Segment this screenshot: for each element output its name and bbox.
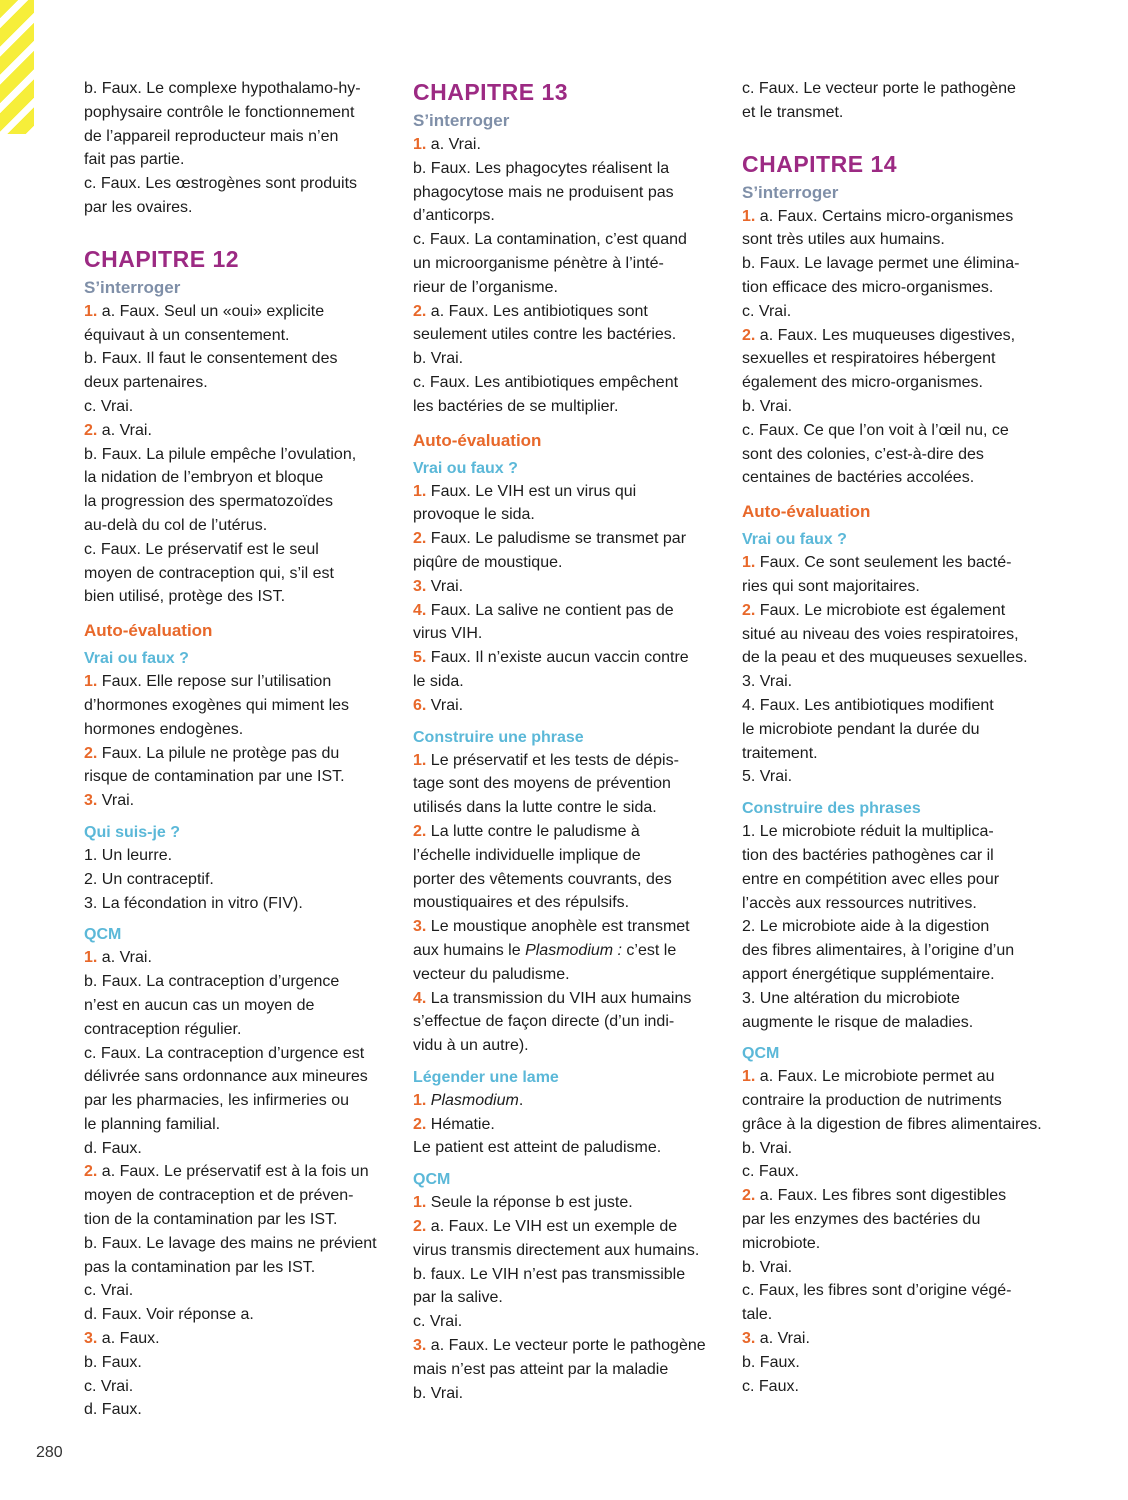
answer-line: porter des vêtements couvrants, des xyxy=(413,870,672,888)
answer-number: 2. xyxy=(742,601,756,619)
vrai-ou-faux-answers xyxy=(84,670,394,813)
text-line: 2. Un contraceptif. xyxy=(84,870,214,888)
answer-number: 2. xyxy=(413,302,427,320)
answer-line: tion de la contamination par les IST. xyxy=(84,1211,338,1229)
answer-line: hormones endogènes. xyxy=(84,720,244,738)
text-line: c. Faux. Le vecteur porte le pathogène xyxy=(742,80,1016,97)
answer-line: aux humains le Plasmodium : c’est le xyxy=(413,941,677,959)
auto-evaluation-heading: Auto-évaluation xyxy=(84,621,213,641)
answer-number: 2. xyxy=(413,1218,427,1236)
answer-line: 1. a. Vrai. xyxy=(84,949,152,967)
answer-number: 1. xyxy=(742,207,756,225)
answer-line: b. Faux. xyxy=(742,1353,800,1371)
answer-line: seulement utiles contre les bactéries. xyxy=(413,326,677,344)
text-line: tion des bactéries pathogènes car il xyxy=(742,846,994,864)
answer-number: 1. xyxy=(413,136,427,153)
answer-line: le planning familial. xyxy=(84,1115,221,1133)
answer-line: c. Vrai. xyxy=(84,397,134,415)
construire-une-phrase-heading: Construire une phrase xyxy=(413,728,584,746)
answer-line: au-delà du col de l’utérus. xyxy=(84,516,268,534)
text-line: entre en compétition avec elles pour xyxy=(742,870,1000,888)
answer-line: pas la contamination par les IST. xyxy=(84,1258,316,1276)
answer-line: délivrée sans ordonnance aux mineures xyxy=(84,1068,368,1086)
answer-line: 2. Faux. La pilule ne protège pas du xyxy=(84,744,340,762)
answer-line: 2. a. Faux. Le préservatif est à la fois un xyxy=(84,1163,369,1181)
answer-line: 1. Faux. Ce sont seulement les bacté- xyxy=(742,554,1012,572)
answer-number: 1. xyxy=(742,1068,756,1086)
answer-number: 1. xyxy=(413,751,427,769)
answer-line: b. Faux. Le lavage permet une élimina- xyxy=(742,255,1020,273)
answer-line: 1. Seule la réponse b est juste. xyxy=(413,1194,633,1212)
answer-line: 2. Hématie. xyxy=(413,1115,495,1133)
answer-line: 1. Faux. Elle repose sur l’utilisation xyxy=(84,673,332,691)
answer-number: 3. xyxy=(84,1330,98,1348)
text-line: de l’appareil reproducteur mais n’en xyxy=(84,127,339,145)
answer-number: 2. xyxy=(413,822,427,840)
answer-line: tale. xyxy=(742,1306,773,1324)
text-line: l’accès aux ressources nutritives. xyxy=(742,894,977,912)
answer-line: moustiquaires et des répulsifs. xyxy=(413,894,630,912)
text-line: c. Faux. Les œstrogènes sont produits xyxy=(84,175,358,193)
auto-evaluation-heading: Auto-évaluation xyxy=(413,430,542,450)
text-line: b. Faux. Le complexe hypothalamo-hy- xyxy=(84,80,361,97)
intro-text xyxy=(742,77,1054,125)
answer-line: provoque le sida. xyxy=(413,506,535,524)
italic-term: Plasmodium : xyxy=(525,941,622,959)
answer-line: c. Faux. xyxy=(742,1163,799,1181)
answer-line: virus transmis directement aux humains. xyxy=(413,1241,700,1259)
qcm-answers xyxy=(413,1191,725,1405)
answer-line: mais n’est pas atteint par la maladie xyxy=(413,1360,669,1378)
answer-line: 2. Faux. Le microbiote est également xyxy=(742,601,1006,619)
answer-line: b. Faux. La pilule empêche l’ovulation, xyxy=(84,445,357,463)
answer-line: s’effectue de façon directe (d’un indi- xyxy=(413,1013,675,1031)
answer-number: 2. xyxy=(84,744,98,762)
answer-line: grâce à la digestion de fibres alimentaires. xyxy=(742,1115,1042,1133)
answer-line: c. Faux. xyxy=(742,1377,799,1395)
answer-line: c. Vrai. xyxy=(413,1313,463,1331)
qui-suis-je-answers xyxy=(84,844,394,915)
answer-line: phagocytose mais ne produisent pas xyxy=(413,183,674,201)
answer-number: 1. xyxy=(413,1091,427,1109)
answer-number: 1. xyxy=(413,1194,427,1212)
column-3 xyxy=(742,77,1054,1398)
construire-une-phrase-answers xyxy=(413,749,725,1058)
answer-line: 3. Vrai. xyxy=(84,792,135,810)
vrai-ou-faux-answers xyxy=(742,551,1054,789)
answer-line: moyen de contraception qui, s’il est xyxy=(84,564,334,582)
answer-line: 2. a. Faux. Les fibres sont digestibles xyxy=(742,1187,1007,1205)
answer-line: les bactéries de se multiplier. xyxy=(413,397,619,415)
sinterroger-answers xyxy=(413,133,725,419)
answer-line: vecteur du paludisme. xyxy=(413,965,570,983)
construire-des-phrases-heading: Construire des phrases xyxy=(742,800,921,818)
chapter-13-title: CHAPITRE 13 xyxy=(413,79,569,105)
text-line: augmente le risque de maladies. xyxy=(742,1013,974,1031)
answer-line: 1. a. Vrai. xyxy=(413,136,481,153)
answer-line: b. Faux. Il faut le consentement des xyxy=(84,350,338,368)
answer-number: 3. xyxy=(413,577,427,595)
chapter-14-title: CHAPITRE 14 xyxy=(742,150,898,177)
answer-line: d. Faux. Voir réponse a. xyxy=(84,1306,254,1324)
page-number: 280 xyxy=(36,1444,63,1461)
answer-line: c. Vrai. xyxy=(84,1377,134,1395)
answer-line: la nidation de l’embryon et bloque xyxy=(84,469,324,487)
answer-line: bien utilisé, protège des IST. xyxy=(84,588,286,606)
answer-line: ries qui sont majoritaires. xyxy=(742,577,920,595)
qcm-heading: QCM xyxy=(742,1045,780,1063)
text-line: 1. Un leurre. xyxy=(84,846,173,864)
answer-line: de la peau et des muqueuses sexuelles. xyxy=(742,649,1028,667)
answer-line: l’échelle individuelle implique de xyxy=(413,846,641,864)
answer-line: b. Vrai. xyxy=(742,1139,793,1157)
answer-number: 5. xyxy=(413,649,427,667)
answer-line: 1. a. Faux. Seul un «oui» explicite xyxy=(84,302,325,320)
answer-number: 1. xyxy=(84,673,98,691)
answer-line: vidu à un autre). xyxy=(413,1037,529,1055)
answer-line: 1. a. Faux. Certains micro-organismes xyxy=(742,207,1014,225)
answer-number: 1. xyxy=(84,302,98,320)
text-line: fait pas partie. xyxy=(84,151,185,169)
intro-text xyxy=(84,77,394,220)
answer-line: 3. a. Vrai. xyxy=(742,1330,810,1348)
italic-term: Plasmodium xyxy=(430,1091,519,1109)
answer-line: 5. Vrai. xyxy=(742,768,793,786)
answer-line: 6. Vrai. xyxy=(413,696,464,714)
answer-number: 3. xyxy=(742,1330,756,1348)
construire-des-phrases-answers xyxy=(742,820,1054,1034)
answer-number: 2. xyxy=(742,1187,756,1205)
answer-line: c. Faux. La contraception d’urgence est xyxy=(84,1044,365,1062)
answer-line: par la salive. xyxy=(413,1289,503,1307)
answer-number: 2. xyxy=(413,1115,427,1133)
text-line: pophysaire contrôle le fonctionnement xyxy=(84,103,355,121)
qcm-heading: QCM xyxy=(413,1171,451,1189)
answer-line: utilisés dans la lutte contre le sida. xyxy=(413,799,657,817)
answer-line: sexuelles et respiratoires hébergent xyxy=(742,350,996,368)
answer-line: par les enzymes des bactéries du xyxy=(742,1211,981,1229)
answer-line: 2. Faux. Le paludisme se transmet par xyxy=(413,530,687,548)
answer-number: 2. xyxy=(742,326,756,344)
answer-line: d. Faux. xyxy=(84,1139,142,1157)
vrai-ou-faux-heading: Vrai ou faux ? xyxy=(413,459,518,477)
answer-line: c. Vrai. xyxy=(742,302,792,320)
answer-line: deux partenaires. xyxy=(84,374,208,392)
answer-line: d’anticorps. xyxy=(413,207,495,225)
answer-line: risque de contamination par une IST. xyxy=(84,768,345,786)
answer-line: 3. Le moustique anophèle est transmet xyxy=(413,918,690,936)
answer-line: équivaut à un consentement. xyxy=(84,326,290,344)
vrai-ou-faux-heading: Vrai ou faux ? xyxy=(742,531,847,549)
answer-line: par les pharmacies, les infirmeries ou xyxy=(84,1092,349,1110)
answer-line: 3. Vrai. xyxy=(742,673,793,691)
answer-line: piqûre de moustique. xyxy=(413,553,563,571)
answer-number: 3. xyxy=(84,792,98,810)
answer-number: 2. xyxy=(84,421,98,439)
vrai-ou-faux-heading: Vrai ou faux ? xyxy=(84,650,189,668)
answer-line: c. Faux, les fibres sont d’origine végé- xyxy=(742,1282,1012,1300)
answer-line: 3. Vrai. xyxy=(413,577,464,595)
text-line: et le transmet. xyxy=(742,103,844,121)
answer-line: c. Faux. La contamination, c’est quand xyxy=(413,231,687,249)
answer-line: également des micro-organismes. xyxy=(742,374,983,392)
answer-line: sont très utiles aux humains. xyxy=(742,231,945,249)
qcm-heading: QCM xyxy=(84,926,122,944)
answer-number: 4. xyxy=(413,989,427,1007)
answer-line: Le patient est atteint de paludisme. xyxy=(413,1139,662,1157)
answer-line: sont des colonies, c’est-à-dire des xyxy=(742,445,984,463)
legender-une-lame-answers xyxy=(413,1089,725,1160)
answer-line: c. Faux. Ce que l’on voit à l’œil nu, ce xyxy=(742,421,1009,439)
answer-line: 3. a. Faux. xyxy=(84,1330,160,1348)
sinterroger-answers xyxy=(84,300,394,609)
answer-line: 4. Faux. La salive ne contient pas de xyxy=(413,601,674,619)
column-1 xyxy=(84,77,394,1422)
answer-line: le sida. xyxy=(413,672,464,690)
answer-line: tion efficace des micro-organismes. xyxy=(742,278,994,296)
answer-line: b. Faux. xyxy=(84,1353,142,1371)
answer-line: c. Faux. Le préservatif est le seul xyxy=(84,540,319,558)
answer-line: la progression des spermatozoïdes xyxy=(84,493,334,511)
answer-line: 2. a. Faux. Les antibiotiques sont xyxy=(413,302,648,320)
answer-line: un microorganisme pénètre à l’inté- xyxy=(413,254,664,272)
answer-line: 1. a. Faux. Le microbiote permet au xyxy=(742,1068,995,1086)
answer-number: 1. xyxy=(84,949,98,967)
qcm-answers xyxy=(84,946,394,1422)
sinterroger-heading: S’interroger xyxy=(413,111,510,130)
qui-suis-je-heading: Qui suis-je ? xyxy=(84,823,181,841)
answer-line: b. Faux. La contraception d’urgence xyxy=(84,973,340,991)
answer-line: 1. Le préservatif et les tests de dépis- xyxy=(413,751,679,769)
answer-line: 1. Plasmodium. xyxy=(413,1091,524,1109)
answer-line: microbiote. xyxy=(742,1234,821,1252)
answer-line: 4. La transmission du VIH aux humains xyxy=(413,989,692,1007)
answer-line: 3. a. Faux. Le vecteur porte le pathogène xyxy=(413,1337,706,1355)
answer-line: c. Vrai. xyxy=(84,1282,134,1300)
answer-number: 3. xyxy=(413,1337,427,1355)
answer-number: 4. xyxy=(413,601,427,619)
answer-line: 1. Faux. Le VIH est un virus qui xyxy=(413,482,637,500)
answer-line: n’est en aucun cas un moyen de xyxy=(84,996,315,1014)
answer-line: d. Faux. xyxy=(84,1401,142,1419)
answer-line: c. Faux. Les antibiotiques empêchent xyxy=(413,373,679,391)
answer-line: situé au niveau des voies respiratoires, xyxy=(742,625,1019,643)
corner-stripes-decoration xyxy=(0,0,34,134)
vrai-ou-faux-answers xyxy=(413,480,725,718)
answer-line: b. Vrai. xyxy=(742,397,793,415)
legender-une-lame-heading: Légender une lame xyxy=(413,1068,559,1086)
text-line: apport énergétique supplémentaire. xyxy=(742,965,995,983)
answer-number: 1. xyxy=(413,482,427,500)
text-line: 3. Une altération du microbiote xyxy=(742,989,960,1007)
text-line: 2. Le microbiote aide à la digestion xyxy=(742,918,990,936)
answer-line: centaines de bactéries accolées. xyxy=(742,469,975,487)
text-line: 1. Le microbiote réduit la multiplica- xyxy=(742,823,994,841)
answer-line: b. faux. Le VIH n’est pas transmissible xyxy=(413,1265,686,1283)
answer-line: b. Vrai. xyxy=(413,1384,464,1402)
answer-line: tage sont des moyens de prévention xyxy=(413,775,671,793)
answer-line: le microbiote pendant la durée du xyxy=(742,720,980,738)
sinterroger-heading: S’interroger xyxy=(742,182,839,202)
answer-line: 5. Faux. Il n’existe aucun vaccin contre xyxy=(413,649,689,667)
answer-line: traitement. xyxy=(742,744,818,762)
answer-line: 2. a. Faux. Le VIH est un exemple de xyxy=(413,1218,678,1236)
answer-number: 6. xyxy=(413,696,427,714)
chapter-12-title: CHAPITRE 12 xyxy=(84,245,240,272)
answer-line: b. Faux. Le lavage des mains ne prévient xyxy=(84,1234,377,1252)
sinterroger-answers xyxy=(742,205,1054,491)
answer-line: d’hormones exogènes qui miment les xyxy=(84,696,350,714)
answer-line: 2. a. Faux. Les muqueuses digestives, xyxy=(742,326,1016,344)
answer-number: 3. xyxy=(413,918,427,936)
column-2 xyxy=(413,77,725,1405)
text-line: par les ovaires. xyxy=(84,198,193,216)
answer-line: b. Vrai. xyxy=(413,350,464,368)
answer-line: contraception régulier. xyxy=(84,1020,242,1038)
answer-number: 2. xyxy=(413,530,427,548)
answer-line: moyen de contraception et de préven- xyxy=(84,1187,354,1205)
qcm-answers xyxy=(742,1065,1054,1398)
answer-number: 2. xyxy=(84,1163,98,1181)
answer-line: b. Vrai. xyxy=(742,1258,793,1276)
text-line: des fibres alimentaires, à l’origine d’un xyxy=(742,942,1015,960)
answer-line: virus VIH. xyxy=(413,625,483,643)
answer-line: 2. a. Vrai. xyxy=(84,421,152,439)
answer-number: 1. xyxy=(742,554,756,572)
text-line: 3. La fécondation in vitro (FIV). xyxy=(84,894,303,912)
answer-line: rieur de l’organisme. xyxy=(413,278,558,296)
answer-line: 4. Faux. Les antibiotiques modifient xyxy=(742,696,994,714)
auto-evaluation-heading: Auto-évaluation xyxy=(742,502,871,522)
answer-line: contraire la production de nutriments xyxy=(742,1092,1002,1110)
sinterroger-heading: S’interroger xyxy=(84,277,181,297)
answer-line: 2. La lutte contre le paludisme à xyxy=(413,822,640,840)
answer-line: b. Faux. Les phagocytes réalisent la xyxy=(413,159,670,177)
